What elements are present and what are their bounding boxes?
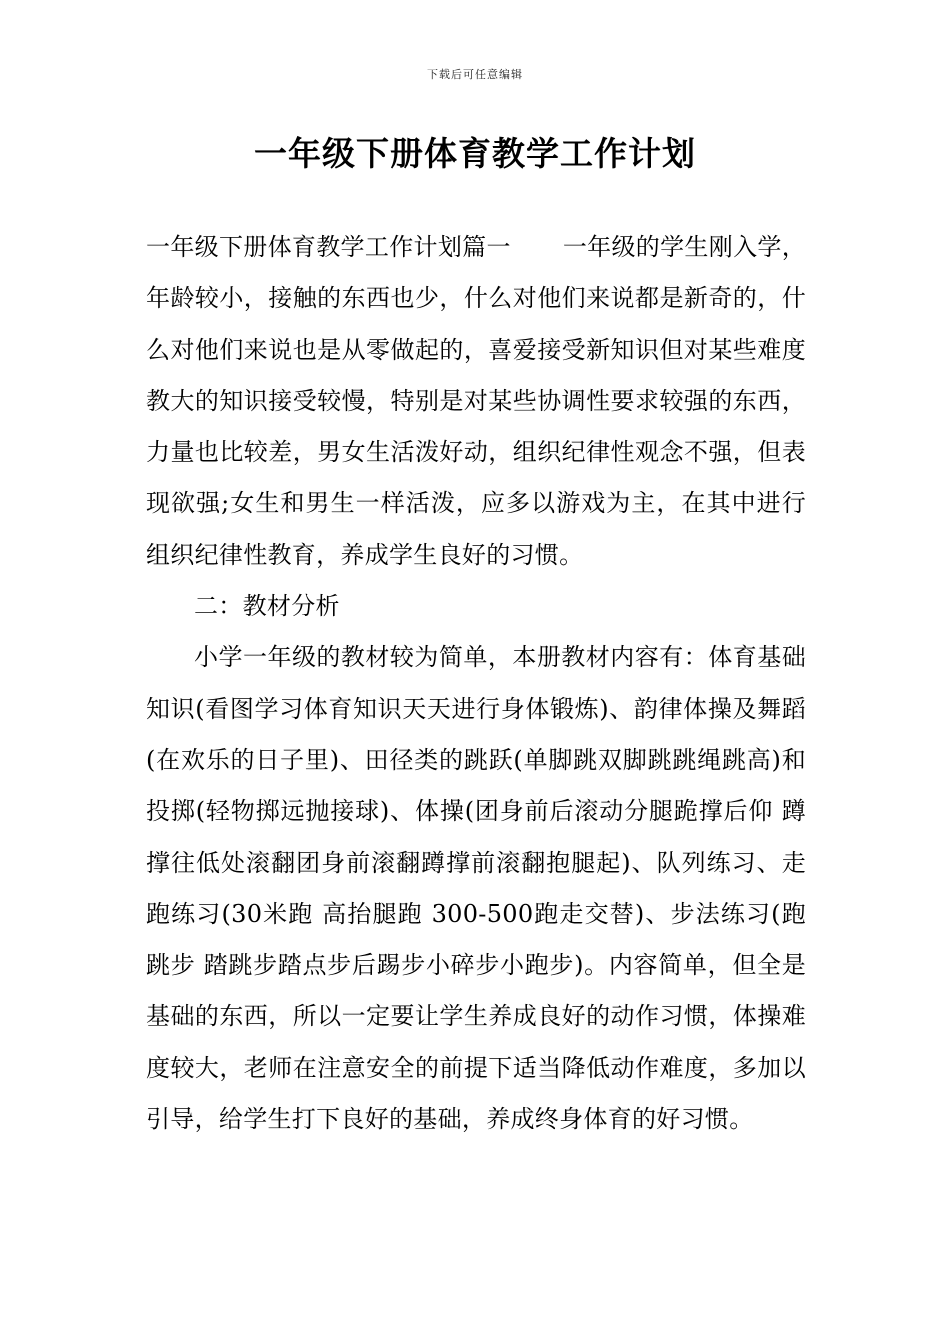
paragraph-2-heading: 二：教材分析 <box>194 592 340 621</box>
header-note: 下载后可任意编辑 <box>427 68 523 81</box>
section-heading: 一年级下册体育教学工作计划篇一 <box>146 233 511 261</box>
document-title: 一年级下册体育教学工作计划 <box>254 134 696 173</box>
paragraph-1 <box>146 222 806 581</box>
document-body <box>146 222 806 1145</box>
paragraph-3: 小学一年级的教材较为简单，本册教材内容有：体育基础知识(看图学习体育知识天天进行身体锻炼)、韵律体操及舞蹈(在欢乐的日子里)、田径类的跳跃(单脚跳双脚跳跳绳跳高)和投掷(轻物掷远抛接球)、体操(团身前后滚动分腿跪撑后仰 蹲撑往低处滚翻团身前滚翻蹲撑前滚翻抱腿起)、队列练习、走跑练习(30米跑 高抬腿跑 300-500跑走交替)、步法练习(跑跳步 踏跳步踏点步后踢步小碎步小跑步)。内容简单，但全是基础的东西，所以一定要让学生养成良好的动作习惯，体操难度较大，老师在注意安全的前提下适当降低动作难度，多加以引导，给学生打下良好的基础，养成终身体育的好习惯。 <box>146 643 806 1134</box>
paragraph-1-text: 一年级的学生刚入学，年龄较小，接触的东西也少，什么对他们来说都是新奇的，什么对他们来说也是从零做起的，喜爱接受新知识但对某些难度教大的知识接受较慢，特别是对某些协调性要求较强的东西，力量也比较差，男女生活泼好动，组织纪律性观念不强，但表现欲强;女生和男生一样活泼，应多以游戏为主，在其中进行组织纪律性教育，养成学生良好的习惯。 <box>146 233 807 569</box>
